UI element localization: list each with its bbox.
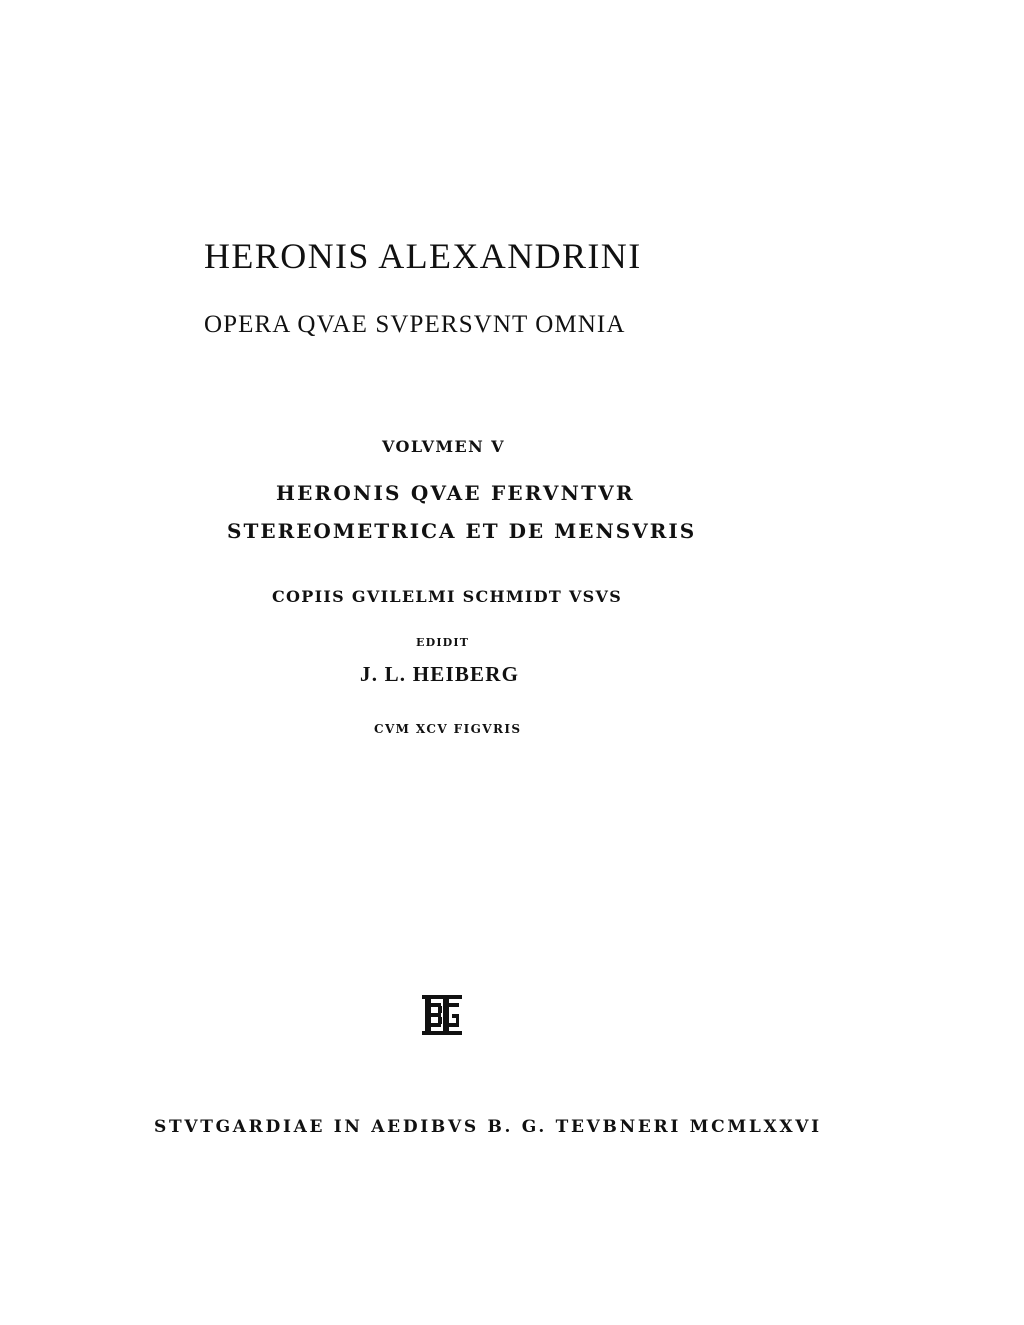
publisher-logo-icon: [421, 994, 463, 1036]
editor-name: J. L. HEIBERG: [360, 662, 520, 686]
volume-number: VOLVMEN V: [382, 437, 505, 456]
publication-imprint: STVTGARDIAE IN AEDIBVS B. G. TEVBNERI MCMLXXVI: [154, 1117, 822, 1137]
source-note: COPIIS GVILELMI SCHMIDT VSVS: [272, 587, 623, 606]
work-title-line-1: HERONIS QVAE FERVNTVR: [276, 481, 635, 505]
edidit-label: EDIDIT: [416, 636, 470, 649]
figures-note: CVM XCV FIGVRIS: [374, 722, 522, 736]
series-title: OPERA QVAE SVPERSVNT OMNIA: [204, 311, 626, 338]
author-title: HERONIS ALEXANDRINI: [204, 236, 642, 276]
work-title-line-2: STEREOMETRICA ET DE MENSVRIS: [227, 519, 697, 543]
